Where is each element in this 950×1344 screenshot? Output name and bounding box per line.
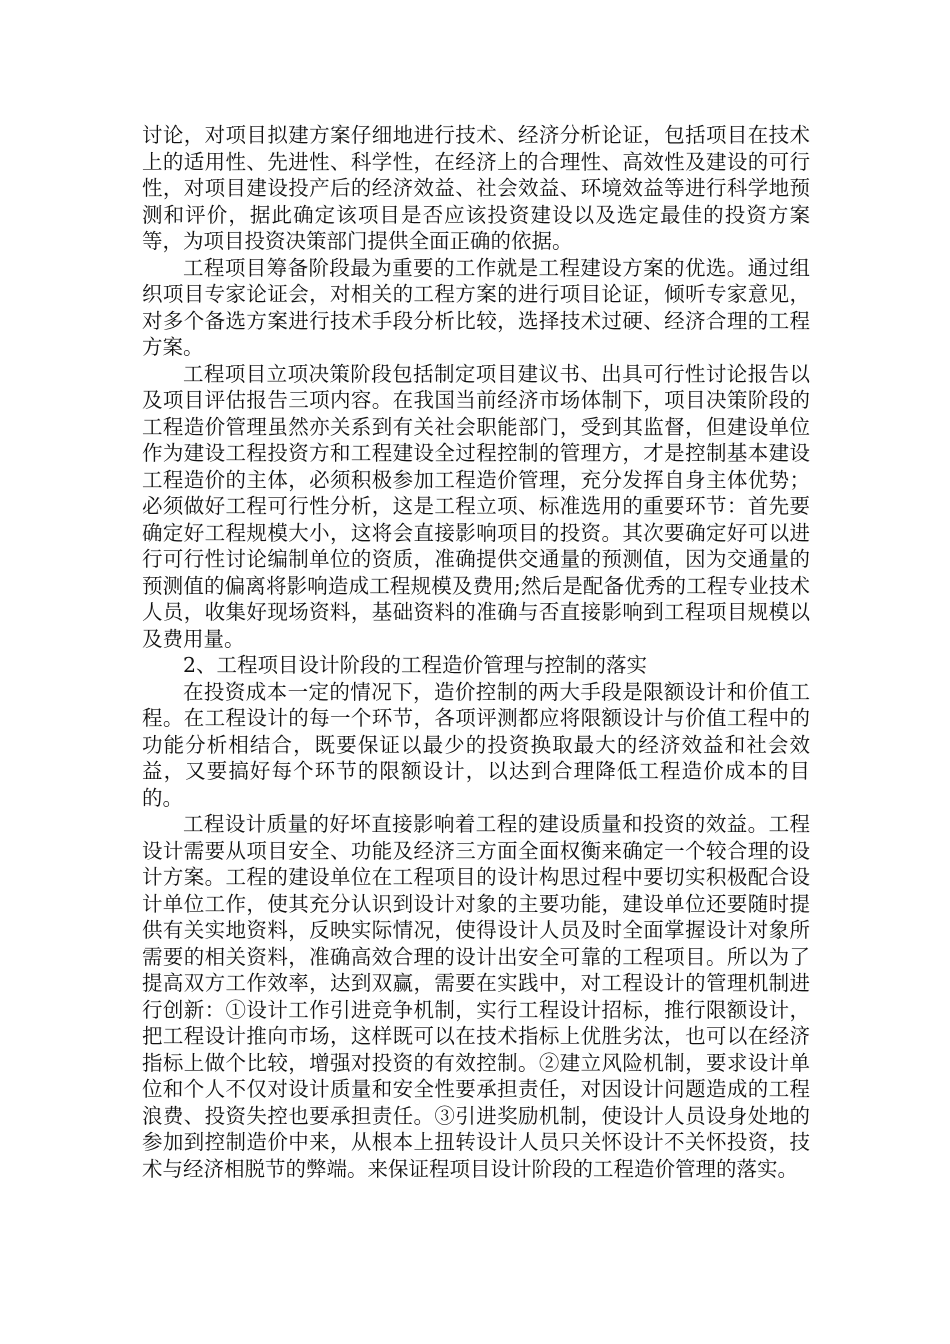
section-heading: 2、工程项目设计阶段的工程造价管理与控制的落实: [183, 653, 648, 677]
document-body: [142, 122, 810, 1182]
body-paragraph: 讨论，对项目拟建方案仔细地进行技术、经济分析论证，包括项目在技术上的适用性、先进性、科学性，在经济上的合理性、高效性及建设的可行性，对项目建设投产后的经济效益、社会效益、环境效益等进行科学地预测和评价，据此确定该项目是否应该投资建设以及选定最佳的投资方案等，为项目投资决策部门提供全面正确的依据。: [142, 123, 810, 253]
body-paragraph: 工程项目立项决策阶段包括制定项目建议书、出具可行性讨论报告以及项目评估报告三项内容。在我国当前经济市场体制下，项目决策阶段的工程造价管理虽然亦关系到有关社会职能部门，受到其监督，但建设单位作为建设工程投资方和工程建设全过程控制的管理方，才是控制基本建设工程造价的主体，必须积极参加工程造价管理，充分发挥自身主体优势；必须做好工程可行性分析，这是工程立项、标准选用的重要环节：首先要确定好工程规模大小，这将会直接影响项目的投资。其次要确定好可以进行可行性讨论编制单位的资质，准确提供交通量的预测值，因为交通量的预测值的偏离将影响造成工程规模及费用;然后是配备优秀的工程专业技术人员，收集好现场资料，基础资料的准确与否直接影响到工程项目规模以及费用量。: [142, 361, 810, 651]
body-paragraph: 在投资成本一定的情况下，造价控制的两大手段是限额设计和价值工程。在工程设计的每一个环节，各项评测都应将限额设计与价值工程中的功能分析相结合，既要保证以最少的投资换取最大的经济效益和社会效益，又要搞好每个环节的限额设计，以达到合理降低工程造价成本的目的。: [142, 679, 810, 810]
body-paragraph: 工程项目筹备阶段最为重要的工作就是工程建设方案的优选。通过组织项目专家论证会，对相关的工程方案的进行项目论证，倾听专家意见，对多个备选方案进行技术手段分析比较，选择技术过硬、经济合理的工程方案。: [142, 255, 810, 359]
body-paragraph: 工程设计质量的好坏直接影响着工程的建设质量和投资的效益。工程设计需要从项目安全、功能及经济三方面全面权衡来确定一个较合理的设计方案。工程的建设单位在工程项目的设计构思过程中要切实积极配合设计单位工作，使其充分认识到设计对象的主要功能，建设单位还要随时提供有关实地资料，反映实际情况，使得设计人员及时全面掌握设计对象所需要的相关资料，准确高效合理的设计出安全可靠的工程项目。所以为了提高双方工作效率，达到双赢，需要在实践中，对工程设计的管理机制进行创新：①设计工作引进竞争机制，实行工程设计招标，推行限额设计，把工程设计推向市场，这样既可以在技术指标上优胜劣汰，也可以在经济指标上做个比较，增强对投资的有效控制。②建立风险机制，要求设计单位和个人不仅对设计质量和安全性要承担责任，对因设计问题造成的工程浪费、投资失控也要承担责任。③引进奖励机制，使设计人员设身处地的参加到控制造价中来，从根本上扭转设计人员只关怀设计不关怀投资，技术与经济相脱节的弊端。来保证程项目设计阶段的工程造价管理的落实。: [142, 812, 810, 1181]
